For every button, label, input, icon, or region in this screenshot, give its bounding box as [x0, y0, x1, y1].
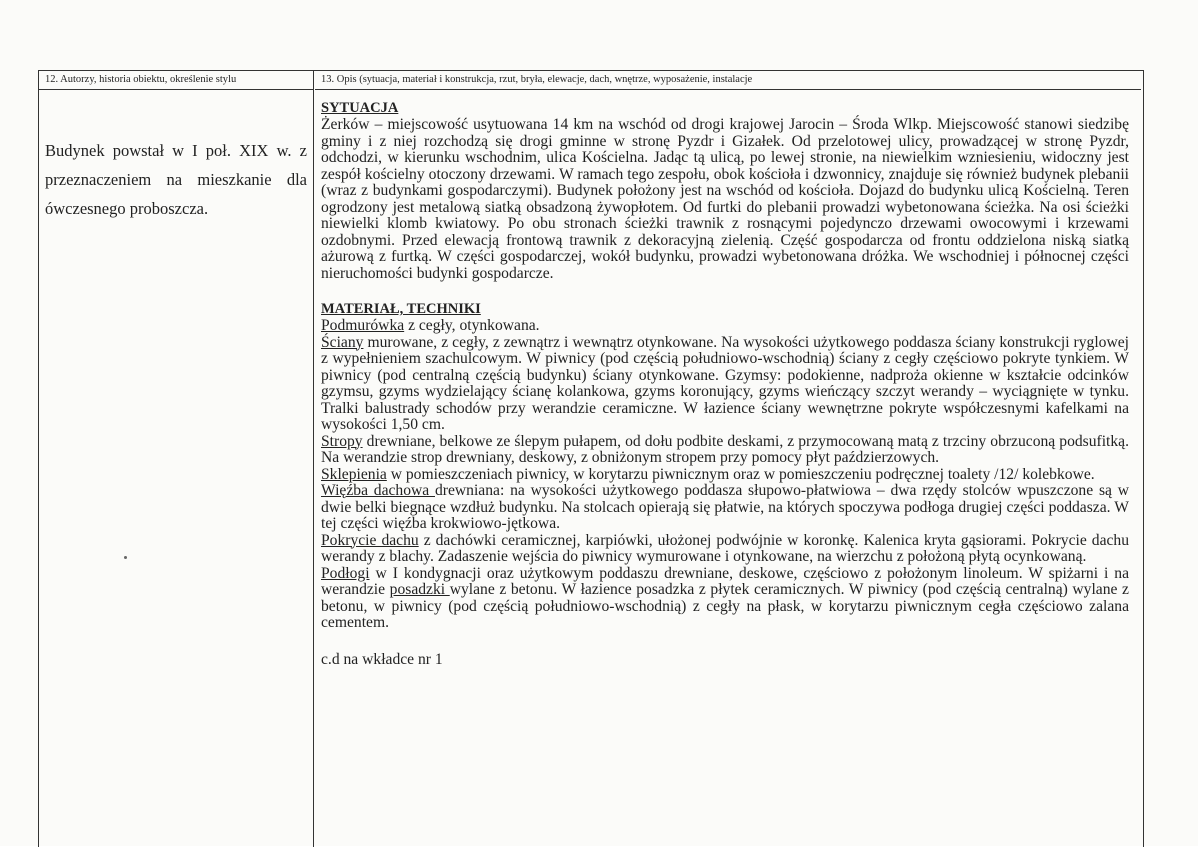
label-pokrycie: Pokrycie dachu — [321, 531, 419, 549]
description-body — [315, 90, 1141, 668]
text-sciany: murowane, z cegły, z zewnątrz i wewnątrz otynkowane. Na wysokości użytkowego poddasza ściany konstrukcji ryglowej z wypełnieniem szachulcowym. W piwnicy (pod częścią południowo-wschodnią) ściany z cegły częściowo pokryte tynkiem. W piwnicy (pod centralną częścią budynku) ściany otynkowane. Gzymsy: podokienne, nadproża okienne w kształcie odcinków gzymsu, gzyms wydzielający ścianę kolankowa, gzyms koronujący, gzyms wieńczący szczyt werandy – wyciągnięte w tynku. Tralki balustrady schodów przy werandzie ceramiczne. W łazience ściany wewnętrzne pokryte współczesnymi kafelkami na wysokości 1,50 cm. — [321, 333, 1129, 433]
text-podlogi: w I kondygnacji oraz użytkowym poddaszu drewniane, deskowe, częściowo z położonym linoleum. W spiżarni i na werandzie — [321, 564, 1129, 598]
form-table — [38, 70, 1144, 847]
column-authors-history — [39, 71, 313, 847]
text-sklepienia: w pomieszczeniach piwnicy, w korytarzu piwnicznym oraz w pomieszczeniu podręcznej toalety /12/ kolebkowe. — [386, 465, 1095, 483]
history-text: Budynek powstał w I poł. XIX w. z przeznaczeniem na mieszkanie dla ówczesnego proboszcza. — [45, 141, 307, 218]
material-item-stropy — [321, 434, 1129, 467]
material-item-pokrycie — [321, 533, 1129, 566]
label-podlogi: Podłogi — [321, 564, 370, 582]
label-posadzki: posadzki — [389, 581, 450, 598]
header-description: 13. Opis (sytuacja, materiał i konstrukcja, rzut, bryła, elewacje, dach, wnętrze, wyposażenie, instalacje — [315, 71, 1141, 90]
section-title-material: MATERIAŁ, TECHNIKI — [321, 301, 481, 317]
column-divider — [313, 71, 314, 847]
material-item-podmurowka — [321, 318, 1129, 335]
scan-speck — [124, 556, 127, 559]
label-podmurowka: Podmurówka — [321, 317, 405, 334]
section-title-sytuacja: SYTUACJA — [321, 100, 399, 116]
column-description — [315, 71, 1141, 847]
material-item-podlogi — [321, 566, 1129, 632]
continuation-note: c.d na wkładce nr 1 — [321, 650, 443, 668]
label-sciany: Ściany — [321, 333, 364, 351]
material-item-sklepienia — [321, 467, 1129, 484]
material-item-wiezba — [321, 483, 1129, 533]
text-podmurowka: z cegły, otynkowana. — [404, 317, 540, 334]
label-stropy: Stropy — [321, 432, 363, 450]
text-posadzki: wylane z betonu. W łazience posadzka z płytek ceramicznych. W piwnicy (pod częścią centralną) wylane z betonu, w piwnicy (pod częścią południowo-wschodnią) z cegły na płask, w korytarzu piwnicznym cegła częściowo zalana cementem. — [321, 581, 1129, 631]
label-sklepienia: Sklepienia — [321, 465, 387, 483]
label-wiezba: Więźba dachowa — [321, 482, 435, 499]
header-authors-history: 12. Autorzy, historia obiektu, określenie stylu — [39, 71, 313, 90]
material-item-sciany — [321, 335, 1129, 434]
text-pokrycie: z dachówki ceramicznej, karpiówki, ułożonej podwójnie w koronkę. Kalenica kryta gąsiorami. Pokrycie dachu werandy z blachy. Zadaszenie wejścia do piwnicy wymurowane i otynkowane, na wierzchu z położoną płytą ocynkowaną. — [321, 531, 1130, 565]
text-wiezba: drewniana: na wysokości użytkowego poddasza słupowo-płatwiowa – dwa rzędy stolców wpuszczone są w dwie belki biegnące wzdłuż budynku. Na stolcach opierają się płatwie, na których spoczywa podłoga drugiej części poddasza. W tej części więźba krokwiowo-jętkowa. — [321, 482, 1129, 532]
text-stropy: drewniane, belkowe ze ślepym pułapem, od dołu podbite deskami, z przymocowaną matą z trzciny obrzuconą podsufitką. Na werandzie strop drewniany, deskowy, z obniżonym stropem przy pomocy płyt paździerzowych. — [321, 432, 1129, 466]
sytuacja-text: Żerków – miejscowość usytuowana 14 km na wschód od drogi krajowej Jarocin – Środa Wlkp. Miejscowość stanowi siedzibę gminy i z niej rozchodzą się drogi gminne w stronę Pyzdr i Gizałek. Od przelotowej ulicy, prowadzącej w stronę Pyzdr, odchodzi, w kierunku wschodnim, ulica Kościelna. Jadąc tą ulicą, po lewej stronie, na niewielkim wzniesieniu, widoczny jest zespół kościelny otoczony drzewami. W ramach tego zespołu, obok kościoła i dzwonnicy, znajduje się również budynek plebanii (wraz z budynkami gospodarczymi). Budynek położony jest na wschód od kościoła. Dojazd do budynku ulicą Kościelną. Teren ogrodzony jest metalową siatką obsadzoną żywopłotem. Od furtki do plebanii prowadzi wybetonowana ścieżka. Na osi ścieżki niewielki klomb kwiatowy. Po obu stronach ścieżki trawnik z rosnącymi pojedynczo drzewami owocowymi i krzewami ozdobnymi. Przed elewacją frontową trawnik z dekoracyjną zielenią. Część gospodarcza od frontu oddzielona niską siatką ażurową z furtką. W części gospodarczej, wokół budynku, prowadzi wybetonowana dróżka. We wschodniej i północnej części nieruchomości budynki gospodarcze. — [321, 116, 1129, 282]
